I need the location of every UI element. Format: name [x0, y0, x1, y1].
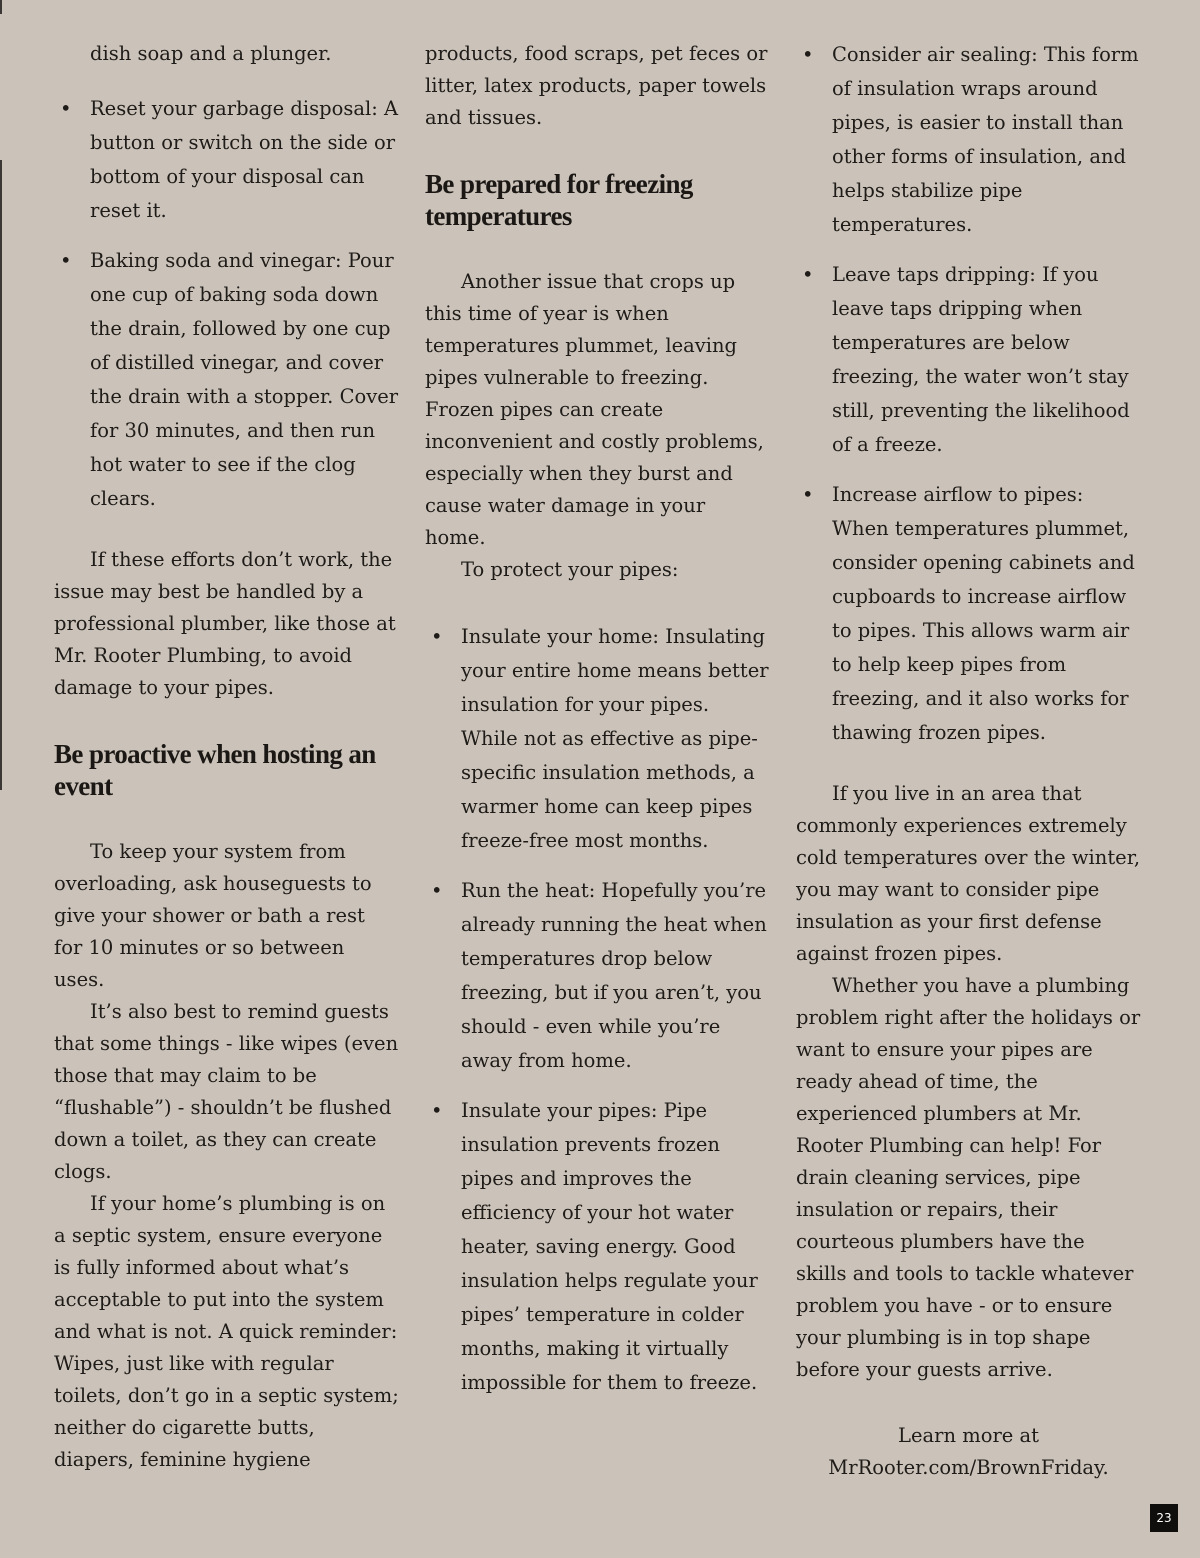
- tips-list: [796, 38, 1141, 750]
- column-3: [796, 38, 1141, 1484]
- list-item: • Run the heat: Hopefully you’re already running the heat when temperatures drop below freezing, but if you aren’t, you should - even while you’re away from home.: [425, 874, 770, 1078]
- page-edge-mark: [0, 160, 2, 790]
- section-heading: Be prepared for freezing temperatures: [425, 169, 693, 231]
- cta-line: Learn more at: [898, 1424, 1039, 1447]
- paragraph: If these efforts don’t work, the issue may best be handled by a professional plumber, like those at Mr. Rooter Plumbing, to avoid damage to your pipes.: [54, 548, 396, 699]
- list-item: • Increase airflow to pipes: When temperatures plummet, consider opening cabinets and cupboards to increase airflow to pipes. This allows warm air to help keep pipes from freezing, and it also works for thawing frozen pipes.: [796, 478, 1141, 750]
- paragraph: To protect your pipes:: [461, 558, 679, 581]
- cta-link[interactable]: MrRooter.com/BrownFriday.: [828, 1456, 1109, 1479]
- column-2: [425, 38, 770, 1416]
- continued-text: products, food scraps, pet feces or litter, latex products, paper towels and tissues.: [425, 42, 768, 129]
- continued-text: dish soap and a plunger.: [90, 42, 332, 65]
- paragraph: It’s also best to remind guests that some things - like wipes (even those that may claim to be “flushable”) - shouldn’t be flushed down a toilet, as they can create clogs.: [54, 1000, 399, 1183]
- paragraph: If you live in an area that commonly experiences extremely cold temperatures over the winter, you may want to consider pipe insulation as your first defense against frozen pipes.: [796, 782, 1141, 965]
- tips-list: [425, 620, 770, 1400]
- paragraph: If your home’s plumbing is on a septic system, ensure everyone is fully informed about what’s acceptable to put into the system and what is not. A quick reminder: Wipes, just like with regular toilets, don’t go in a septic system; neither do cigarette butts, diapers, feminine hygiene: [54, 1192, 399, 1471]
- list-item: • Insulate your pipes: Pipe insulation prevents frozen pipes and improves the efficiency of your hot water heater, saving energy. Good insulation helps regulate your pipes’ temperature in colder months, making it virtually impossible for them to freeze.: [425, 1094, 770, 1400]
- page-edge-mark-top: [0, 0, 2, 14]
- page-number: 23: [1150, 1504, 1178, 1532]
- paragraph: Whether you have a plumbing problem right after the holidays or want to ensure your pipes are ready ahead of time, the experienced plumbers at Mr. Rooter Plumbing can help! For drain cleaning services, pipe insulation or repairs, their courteous plumbers have the skills and tools to tackle whatever problem you have - or to ensure your plumbing is in top shape before your guests arrive.: [796, 974, 1141, 1381]
- tips-list: [54, 92, 399, 516]
- paragraph: To keep your system from overloading, ask houseguests to give your shower or bath a rest for 10 minutes or so between uses.: [54, 840, 372, 991]
- section-heading: Be proactive when hosting an event: [54, 739, 376, 801]
- column-1: [54, 38, 399, 1476]
- list-item: • Baking soda and vinegar: Pour one cup of baking soda down the drain, followed by one cup of distilled vinegar, and cover the drain with a stopper. Cover for 30 minutes, and then run hot water to see if the clog clears.: [54, 244, 399, 516]
- list-item: • Reset your garbage disposal: A button or switch on the side or bottom of your disposal can reset it.: [54, 92, 399, 228]
- list-item: • Insulate your home: Insulating your entire home means better insulation for your pipes. While not as effective as pipe-specific insulation methods, a warmer home can keep pipes freeze-free most months.: [425, 620, 770, 858]
- list-item: • Leave taps dripping: If you leave taps dripping when temperatures are below freezing, the water won’t stay still, preventing the likelihood of a freeze.: [796, 258, 1141, 462]
- list-item: • Consider air sealing: This form of insulation wraps around pipes, is easier to install than other forms of insulation, and helps stabilize pipe temperatures.: [796, 38, 1141, 242]
- paragraph: Another issue that crops up this time of year is when temperatures plummet, leaving pipes vulnerable to freezing. Frozen pipes can create inconvenient and costly problems, especially when they burst and cause water damage in your home.: [425, 270, 764, 549]
